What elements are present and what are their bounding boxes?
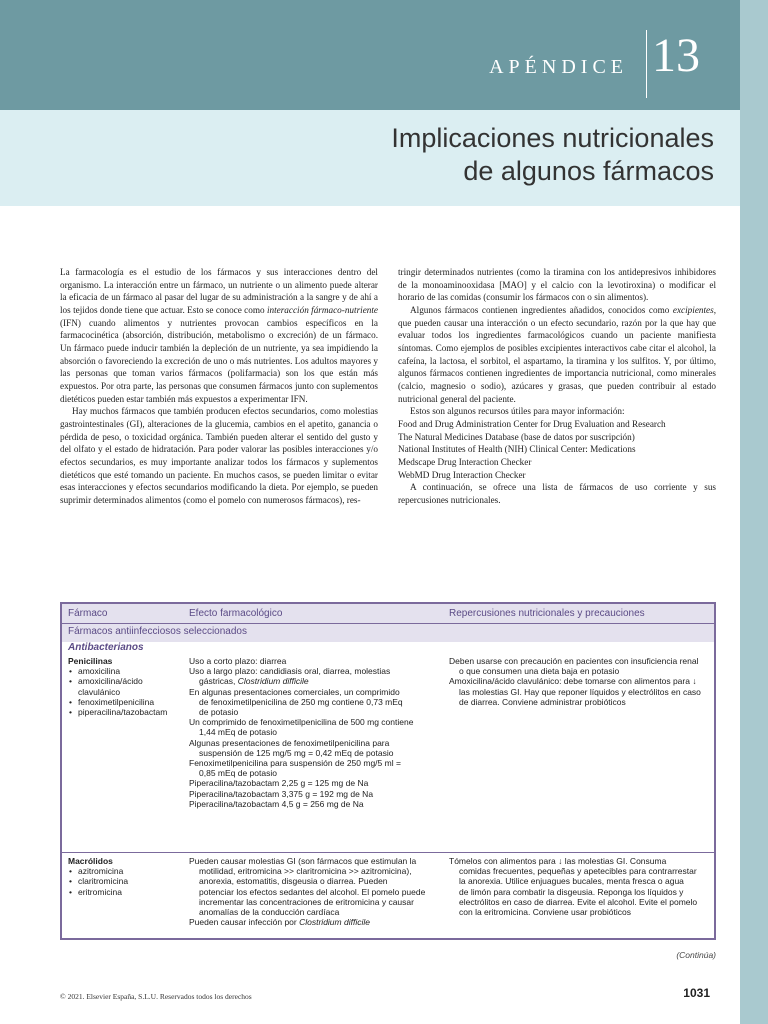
- resources-intro: Estos son algunos recursos útiles para mayor información:: [410, 406, 625, 417]
- term-ifn: interacción fármaco-nutriente: [266, 304, 378, 315]
- side-color-strip: [740, 0, 768, 1024]
- effect-line: suspensión de 125 mg/5 mg = 0,42 mEq de potasio: [199, 747, 394, 758]
- effect-line: de potasio: [199, 707, 239, 718]
- appendix-label: APÉNDICE: [489, 56, 628, 78]
- effect-line: Piperacilina/tazobactam 4,5 g = 256 mg de Na: [189, 798, 364, 809]
- drug-item: clavulánico: [78, 686, 121, 697]
- effect-line: 1,44 mEq de potasio: [199, 727, 277, 738]
- effect-line: Pueden causar molestias GI (son fármacos que estimulan la: [189, 856, 417, 866]
- repercussion-line: electrólitos en caso de diarrea. Evite el alcohol. Evite el pomelo: [459, 896, 698, 907]
- continuation-paragraph: tringir determinados nutrientes (como la tiramina con los antidepresivos inhibidores de la monoaminooxidasa [MAO] y el calcio con la levotiroxina) o modificar el horario de las comidas (consumir los fármacos con o sin alimentos).: [398, 267, 716, 303]
- table-row-repercussions: [449, 656, 711, 707]
- col-header-effect: Efecto farmacológico: [189, 608, 283, 619]
- repercussion-line: con la eritromicina. Conviene usar probióticos: [459, 907, 631, 918]
- resource-item: WebMD Drug Interaction Checker: [398, 469, 526, 480]
- intro-paragraph: La farmacología es el estudio de los fármacos y sus interacciones dentro del organismo. La interacción entre un fármaco, un nutriente o un alimento puede alterar la eficacia de un fármaco al pasar del lugar de su administración a la sangre y de ahí a los tejidos donde tiene que actuar. Esto se conoce como interacción fármaco-nutriente (IFN) cuando alimentos y nutrientes provocan cambios específicos en la farmacocinética (absorción, distribución, metabolismo o excreción) de un fármaco. Un fármaco puede inducir también la depleción de un nutriente, ya sea impidiendo la absorción o favoreciendo la excreción de uno o más nutrientes. Los adultos mayores y las personas que toman varios fármacos (polifarmacia) son los que están más expuestos. Por otra parte, las personas que consumen fármacos junto con suplementos dietéticos pueden estar también más expuestos a experimentar IFN.: [60, 267, 378, 404]
- group-title: Antibacterianos: [68, 642, 144, 653]
- repercussion-line: de diarrea. Conviene administrar probióticos: [459, 696, 626, 707]
- drug-item: • fenoximetilpenicilina: [68, 697, 186, 707]
- drug-item: • eritromicina: [68, 887, 186, 897]
- title-band: [0, 110, 740, 206]
- drug-item: • azitromicina: [68, 866, 186, 876]
- table-row-drug: [68, 656, 186, 717]
- drug-item: • claritromicina: [68, 876, 186, 886]
- effect-line: de fenoximetilpenicilina de 250 mg contiene 0,73 mEq: [199, 696, 403, 707]
- page-number: 1031: [683, 986, 710, 1000]
- continued-note: (Continúa): [676, 950, 716, 960]
- effect-line: En algunas presentaciones comerciales, un comprimido: [189, 686, 400, 697]
- page-title: [391, 122, 714, 188]
- repercussion-line: de limón para combatir la disgeusia. Reponga los líquidos y: [459, 886, 684, 897]
- repercussion-line: comidas frecuentes, pequeñas y apetecibles para contrarrestar: [459, 866, 697, 877]
- resource-item: Food and Drug Administration Center for Drug Evaluation and Research: [398, 418, 666, 429]
- effect-line: Pueden causar infección por Clostridium difficile: [189, 917, 370, 928]
- list-intro-paragraph: A continuación, se ofrece una lista de fármacos de uso corriente y sus repercusiones nutricionales.: [398, 482, 716, 505]
- effect-line: Uso a corto plazo: diarrea: [189, 656, 287, 666]
- drug-item: • amoxicilina: [68, 666, 186, 676]
- drug-item: • piperacilina/tazobactam: [68, 707, 186, 717]
- right-column: [398, 266, 716, 506]
- repercussion-line: Tómelos con alimentos para ↓ las molestias GI. Consuma: [449, 856, 667, 866]
- repercussion-line: Amoxicilina/ácido clavulánico: debe tomarse con alimentos para ↓: [449, 676, 697, 687]
- table-section: [62, 624, 714, 642]
- excipients-paragraph: Algunos fármacos contienen ingredientes añadidos, conocidos como excipientes, que pueden causar una interacción o un efecto secundario, razón por la que hay que evaluar todos los ingredientes farmacológicos cuando un paciente manifiesta síntomas. Como ejemplos de posibles excipientes interactivos cabe citar el alcohol, la cafeína, la lactosa, el sorbitol, el aspartamo, la tiramina y los sulfitos. Y, por último, algunos fármacos contienen ingredientes de importancia nutricional, como minerales (calcio, magnesio o sodio), azúcares y grasas, que pueden contribuir al estado nutricional general del paciente.: [398, 304, 716, 404]
- repercussion-line: o que consumen una dieta baja en potasio: [459, 666, 620, 677]
- effect-line: gástricas, Clostridium difficile: [199, 676, 309, 687]
- header-divider: [646, 30, 647, 98]
- repercussion-line: las molestias GI. Hay que reponer líquidos y electrólitos en caso: [459, 686, 701, 697]
- repercussion-line: la anorexia. Utilice enjuagues bucales, menta fresca o agua: [459, 876, 684, 887]
- table-row-repercussions: [449, 856, 711, 917]
- effect-line: Un comprimido de fenoximetilpenicilina de 500 mg contiene: [189, 717, 414, 728]
- resource-item: The Natural Medicines Database (base de datos por suscripción): [398, 431, 635, 442]
- effect-line: potenciar los efectos sedantes del alcohol. El pomelo puede: [199, 886, 426, 897]
- resource-item: Medscape Drug Interaction Checker: [398, 456, 532, 467]
- drug-class: Penicilinas: [68, 656, 113, 666]
- effect-line: Uso a largo plazo: candidiasis oral, diarrea, molestias: [189, 666, 391, 677]
- effect-line: Piperacilina/tazobactam 3,375 g = 192 mg de Na: [189, 788, 374, 799]
- left-column: [60, 266, 378, 506]
- resource-item: National Institutes of Health (NIH) Clinical Center: Medications: [398, 444, 636, 455]
- effect-line: motilidad, eritromicina >> claritromicina >> azitromicina),: [199, 866, 412, 877]
- effect-line: anomalías de la conducción cardíaca: [199, 907, 340, 918]
- effect-line: incrementar las concentraciones de eritromicina y causar: [199, 896, 414, 907]
- appendix-number: 13: [652, 29, 700, 82]
- table-row-effects: [189, 656, 444, 809]
- section-title: Fármacos antiinfecciosos seleccionados: [68, 626, 247, 637]
- table-header: [62, 604, 714, 624]
- side-effects-paragraph: Hay muchos fármacos que también producen efectos secundarios, como molestias gastrointestinales (GI), alteraciones de la glucemia, cambios en el apetito, ganancia o pérdida de peso, o toxicidad orgánica. También pueden alterar el sentido del gusto y del olfato y el estado de hidratación. Para poder valorar las posibles interacciones y/o efectos secundarios, es muy importante analizar todos los fármacos y suplementos dietéticos que esté tomando un paciente. En muchos casos, se pueden limitar o evitar esas interacciones y efectos secundarios modificando la dieta. Por ejemplo, se pueden suprimir determinados alimentos (como el pomelo con numerosos fármacos), res-: [60, 406, 378, 505]
- table-row-effects: [189, 856, 444, 927]
- repercussion-line: Deben usarse con precaución en pacientes con insuficiencia renal: [449, 656, 699, 666]
- effect-line: Fenoximetilpenicilina para suspensión de 250 mg/5 ml =: [189, 758, 401, 769]
- drug-item: • amoxicilina/ácido: [68, 676, 186, 686]
- term-excipientes: excipientes: [672, 304, 714, 315]
- drug-class: Macrólidos: [68, 856, 113, 866]
- col-header-drug: Fármaco: [68, 608, 108, 619]
- title-line-2: de algunos fármacos: [463, 156, 714, 186]
- effect-line: 0,85 mEq de potasio: [199, 768, 277, 779]
- drug-table: [60, 602, 716, 940]
- appendix-header: [0, 0, 740, 110]
- effect-line: Algunas presentaciones de fenoximetilpenicilina para: [189, 737, 390, 748]
- copyright: © 2021. Elsevier España, S.L.U. Reservados todos los derechos: [60, 992, 252, 1001]
- effect-line: anorexia, estomatitis, disgeusia o diarrea. Pueden: [199, 876, 388, 887]
- effect-line: Piperacilina/tazobactam 2,25 g = 125 mg de Na: [189, 778, 369, 789]
- col-header-repercussions: Repercusiones nutricionales y precauciones: [449, 608, 645, 619]
- row-divider: [62, 852, 714, 853]
- title-line-1: Implicaciones nutricionales: [391, 123, 714, 153]
- table-row-drug: [68, 856, 186, 897]
